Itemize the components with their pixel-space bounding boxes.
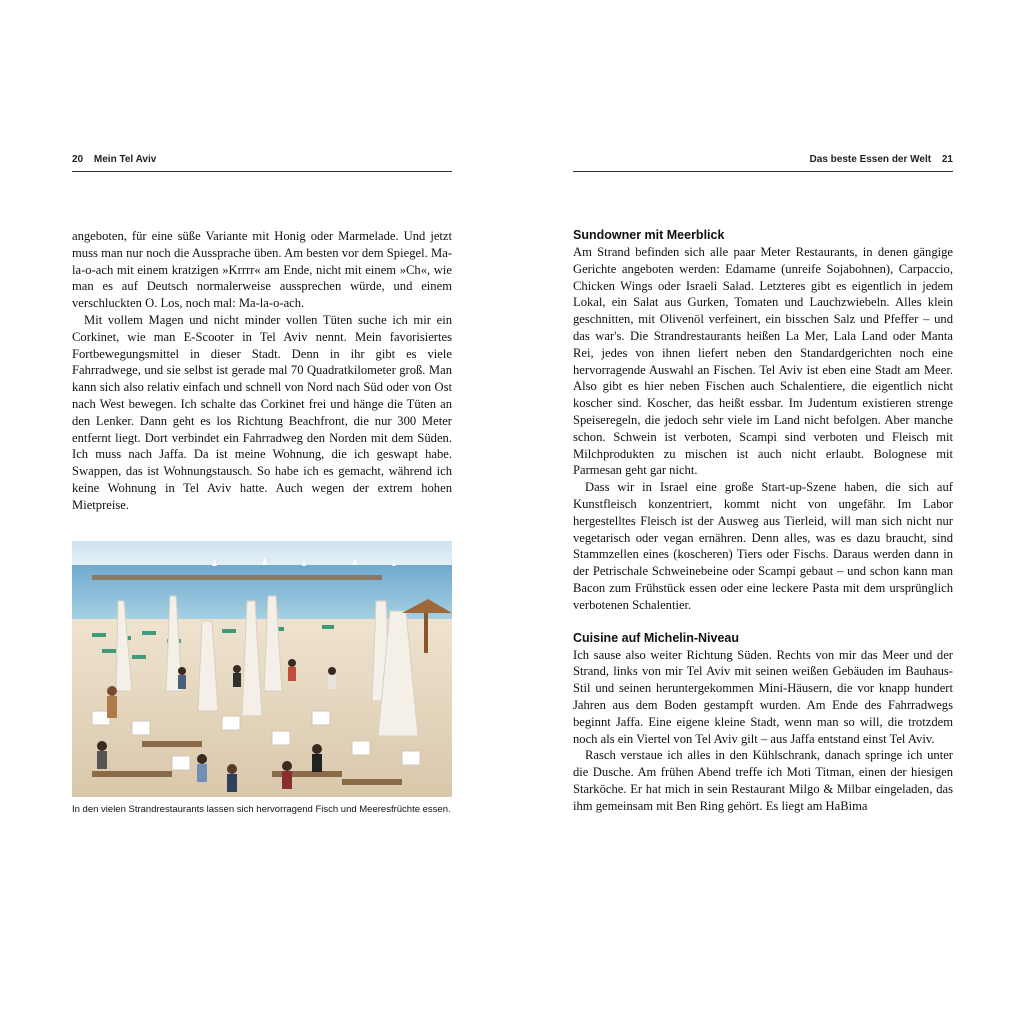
section-heading-sundowner: Sundowner mit Meerblick (573, 228, 725, 242)
right-running-header (573, 154, 953, 172)
left-paragraph-1: angeboten, für eine süße Variante mit Honig oder Marmelade. Und jetzt muss man nur noch die Aussprache üben. Am besten vor dem Spiegel. Ma-la-o-ach mit einem kratzigen »Krrrr« am Ende, nicht mit einem »Ch«, wie man es auf Deutsch normalerweise aussprechen würde, und einem verschluckten O. Los, noch mal: Ma-la-o-ach. (72, 229, 452, 311)
right-page-number: 21 (941, 154, 953, 165)
right-header-rule (573, 171, 953, 172)
left-page (72, 0, 452, 1024)
left-paragraph-2: Mit vollem Magen und nicht minder vollen Tüten suche ich mir ein Corkinet, wie man E-Scooter in Tel Aviv nennt. Mein favorisiertes Fortbewegungsmittel in dieser Stadt. Denn in ihr gibt es viele Fahrradwege, und sie selbst ist gerade mal 70 Quadratkilometer groß. Man kann sich also relativ einfach und schnell von Nord nach Süd oder von Ost nach West bewegen. Ich schalte das Corkinet frei und hänge die Tüten an den Lenker. Dann geht es los Richtung Beachfront, die nur 300 Meter entfernt liegt. Dort verbindet ein Fahrradweg den Norden mit dem Süden. Ich muss nach Jaffa. Da ist meine Wohnung, die ich geswapt habe. Swappen, das ist Wohnungstausch. So habe ich es gemacht, während ich keine Wohnung in Tel Aviv hatte. Auch wegen der extrem hohen Mietpreise. (72, 312, 452, 512)
left-body-text (72, 228, 452, 514)
left-page-number: 20 (72, 154, 84, 165)
right-body-text (573, 227, 953, 815)
left-header-rule (72, 171, 452, 172)
beach-restaurant-photo (72, 541, 452, 797)
left-header-title: Mein Tel Aviv (93, 154, 157, 165)
section-heading-cuisine: Cuisine auf Michelin-Niveau (573, 630, 740, 645)
right-s2-paragraph-1: Ich sause also weiter Richtung Süden. Rechts von mir das Meer und der Strand, links von mir Tel Aviv mit seinen weißen Gebäuden im Bauhaus-Stil und seinen heruntergekommen Mini-Häusern, die vor knapp hundert Jahren aus dem Boden gestampft wurden. Am Ende des Fahrradwegs beginnt Jaffa. Eine eigene kleine Stadt, wenn man so will, die trotzdem noch als ein Viertel von Tel Aviv gilt – aus Jaffa entstand einst Tel Aviv. (573, 647, 953, 746)
right-s2-paragraph-2: Rasch verstaue ich alles in den Kühlschrank, danach springe ich unter die Dusche. Am frühen Abend treffe ich Moti Titman, einen der hiesigen Starköche. Er hat mich in sein Restaurant Milgo & Milbar eingeladen, das ihm gemeinsam mit Ben Ring gehört. Es liegt am HaBima (573, 748, 953, 813)
photo-caption: In den vielen Strandrestaurants lassen sich hervorragend Fisch und Meeresfrüchte essen. (72, 804, 451, 815)
right-s1-paragraph-1: Am Strand befinden sich alle paar Meter Restaurants, in denen gängige Gerichte angeboten werden: Edamame (unreife Sojabohnen), Carpaccio, Chicken Wings oder Israeli Salad. Letzteres gibt es eigentlich in jedem Lokal, ein Salat aus Gurken, Tomaten und Lauchzwiebeln. Alles klein geschnitten, mit Olivenöl verfeinert, ein bisschen Salz und Pfeffer – und das war's. Die Strandrestaurants heißen La Mer, Lala Land oder Manta Rei, jedes von ihnen liefert neben den Standardgerichten noch eine hervorragende Auswahl an Fischen. Tel Aviv ist eben eine Stadt am Meer. Also gibt es hier neben Fischen auch Schalentiere, die eigentlich nicht koscher sind. Koscher, das heißt essbar. Im Judentum existieren strenge Speiseregeln, die jedoch sehr viele im Land nicht befolgen. Aber manche schon. Schwein ist verboten, Scampi sind verboten und Fleisch mit Milchprodukten zu mischen ist auch nicht erlaubt. Bolognese mit Parmesan geht gar nicht. (573, 245, 953, 478)
right-page (573, 0, 953, 1024)
right-header-title: Das beste Essen der Welt (809, 154, 932, 165)
left-running-header (72, 154, 452, 172)
right-s1-paragraph-2: Dass wir in Israel eine große Start-up-Szene haben, die sich auf Kunstfleisch konzentriert, kommt nicht von ungefähr. Im Labor hergestelltes Fleisch ist der Ausweg aus Tierleid, will man sich nicht nur vegetarisch oder vegan ernähren. Denn alles, was es dazu braucht, sind Stammzellen eines (koscheren) Tiers oder Fischs. Daraus werden dann in der Petrischale Schweinebeine oder Scampi gebaut – und schon kann man Bacon zum Frühstück essen oder eine leckere Pasta mit dem ursprünglich verbotenen Schalentier. (573, 480, 953, 612)
